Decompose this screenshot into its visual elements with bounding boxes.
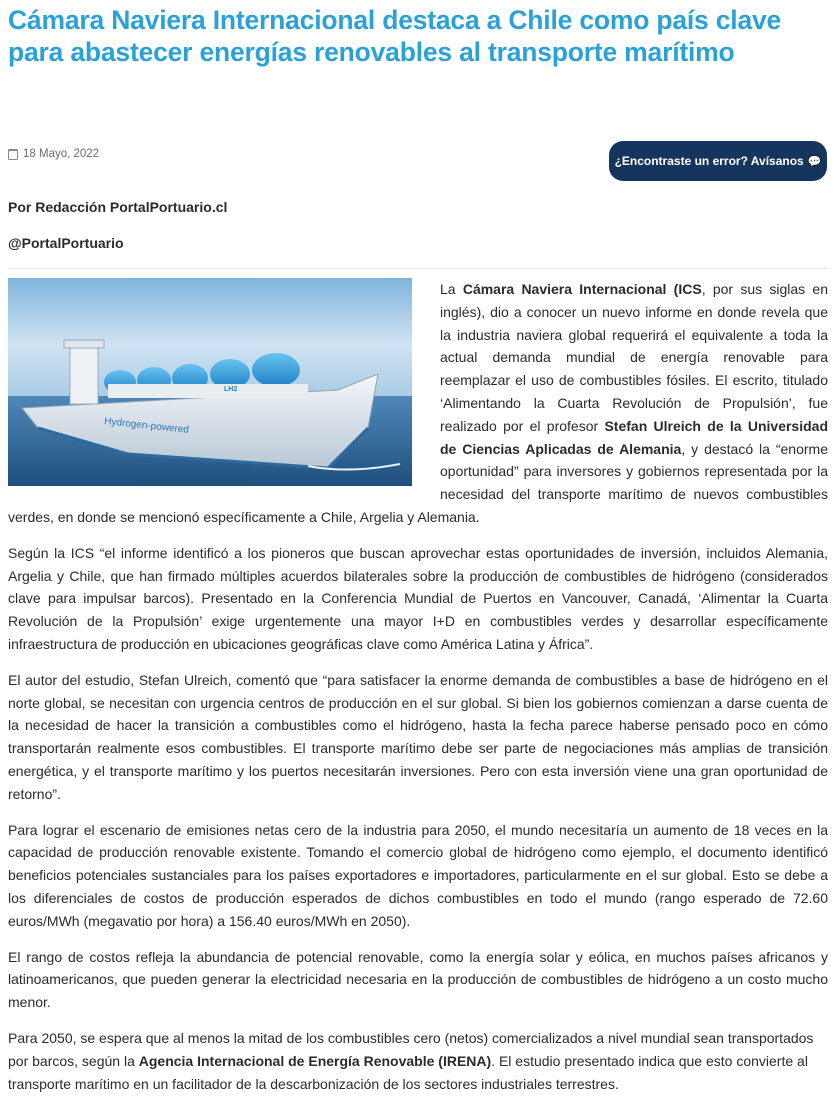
paragraph-1: La Cámara Naviera Internacional (ICS, por sus siglas en inglés), dio a conocer un nuevo informe en donde revela que la industria naviera global requerirá el equivalente a toda la actual demanda mundial de energía renovable para reemplazar el uso de combustibles fósiles. El escrito, titulado ‘Alimentando la Cuarta Revolución de Propulsión’, fue realizado por el profesor Stefan Ulreich de la Universidad de Ciencias Aplicadas de Alemania, y destacó la “enorme oportunidad” para inversores y gobiernos representada por la necesidad del transporte marítimo de nuevos combustibles verdes, en donde se mencionó específicamente a Chile, Argelia y Alemania. [8,281,828,525]
report-error-label: ¿Encontraste un error? Avísanos [614,154,804,168]
hull-label: Hydrogen-powered [103,416,190,436]
tank-label: LH2 [224,386,238,393]
tank [252,353,300,387]
ship-image [8,278,412,486]
byline: Por Redacción PortalPortuario.cl [8,199,228,215]
paragraph-6: Para 2050, se espera que al menos la mitad de los combustibles cero (netos) comercializados a nivel mundial sean transportados por barcos, según la Agencia Internacional de Energía Renovable (IRENA). El estudio presentado indica que esto convierte al transporte marítimo en un facilitador de la descarbonización de los sectores industriales terrestres. [8,1029,814,1092]
article-title: Cámara Naviera Internacional destaca a Chile como país clave para abastecer energías renovables al transporte marítimo [8,5,782,67]
paragraph-4: Para lograr el escenario de emisiones netas cero de la industria para 2050, el mundo necesitaría un aumento de 18 veces en la capacidad de producción renovable existente. Tomando el comercio global de hidrógeno como ejemplo, el documento identificó beneficios potenciales sustanciales para los países exportadores e importadores, particularmente en el sur global. Esto se debe a los diferenciales de costos de producción esperados de dichos combustibles en todo el mundo (rango esperado de 72.60 euros/MWh (megavatio por hora) a 156.40 euros/MWh en 2050). [8,821,828,929]
bridge [70,346,98,404]
report-error-button[interactable] [609,141,827,181]
article-body [8,278,828,1108]
bridge-top [64,340,104,348]
paragraph-5: El rango de costos refleja la abundancia de potencial renovable, como la energía solar y eólica, en muchos países africanos y latinoamericanos, que pueden generar la electricidad necesaria en la producción de combustibles de hidrógeno a un costo mucho menor. [8,948,828,1011]
paragraph-2: Según la ICS “el informe identificó a los pioneros que buscan aprovechar estas oportunidades de inversión, incluidos Alemania, Argelia y Chile, que han firmado múltiples acuerdos bilaterales sobre la producción de combustibles de hidrógeno (considerados clave para impulsar barcos). Presentado en la Conferencia Mundial de Puertos en Vancouver, Canadá, ‘Alimentar la Cuarta Revolución de la Propulsión’ exige urgentemente una mayor I+D en combustibles verdes y desarrollar específicamente infraestructura de producción en ubicaciones geográficas clave como América Latina y África”. [8,544,828,652]
twitter-handle[interactable]: @PortalPortuario [8,235,124,251]
paragraph-3: El autor del estudio, Stefan Ulreich, comentó que “para satisfacer la enorme demanda de combustibles a base de hidrógeno en el norte global, se necesitan con urgencia centros de producción en el sur global. Si bien los gobiernos comienzan a darse cuenta de la necesidad de hacer la transición a combustibles como el hidrógeno, hasta la fecha parece haberse pensado poco en cómo transportarán realmente esos combustibles. El transporte marítimo debe ser parte de negociaciones más amplias de transición energética, y el transporte marítimo y los puertos necesitarán inversiones. Pero con esta inversión viene una gran oportunidad de retorno”. [8,671,828,802]
divider [8,268,828,269]
calendar-icon [8,149,18,160]
chat-bubble-icon: 💬 [807,155,822,168]
publish-date-text: 18 Mayo, 2022 [23,148,100,160]
publish-date [8,148,99,160]
tank-band [108,384,308,398]
bold-ics: Cámara Naviera Internacional (ICS [462,281,702,297]
bold-author: Stefan Ulreich de la Universidad de Ciencias Aplicadas de Alemania [440,417,828,457]
sky [8,278,412,398]
bold-irena: Agencia Internacional de Energía Renovable (IRENA) [138,1052,492,1069]
